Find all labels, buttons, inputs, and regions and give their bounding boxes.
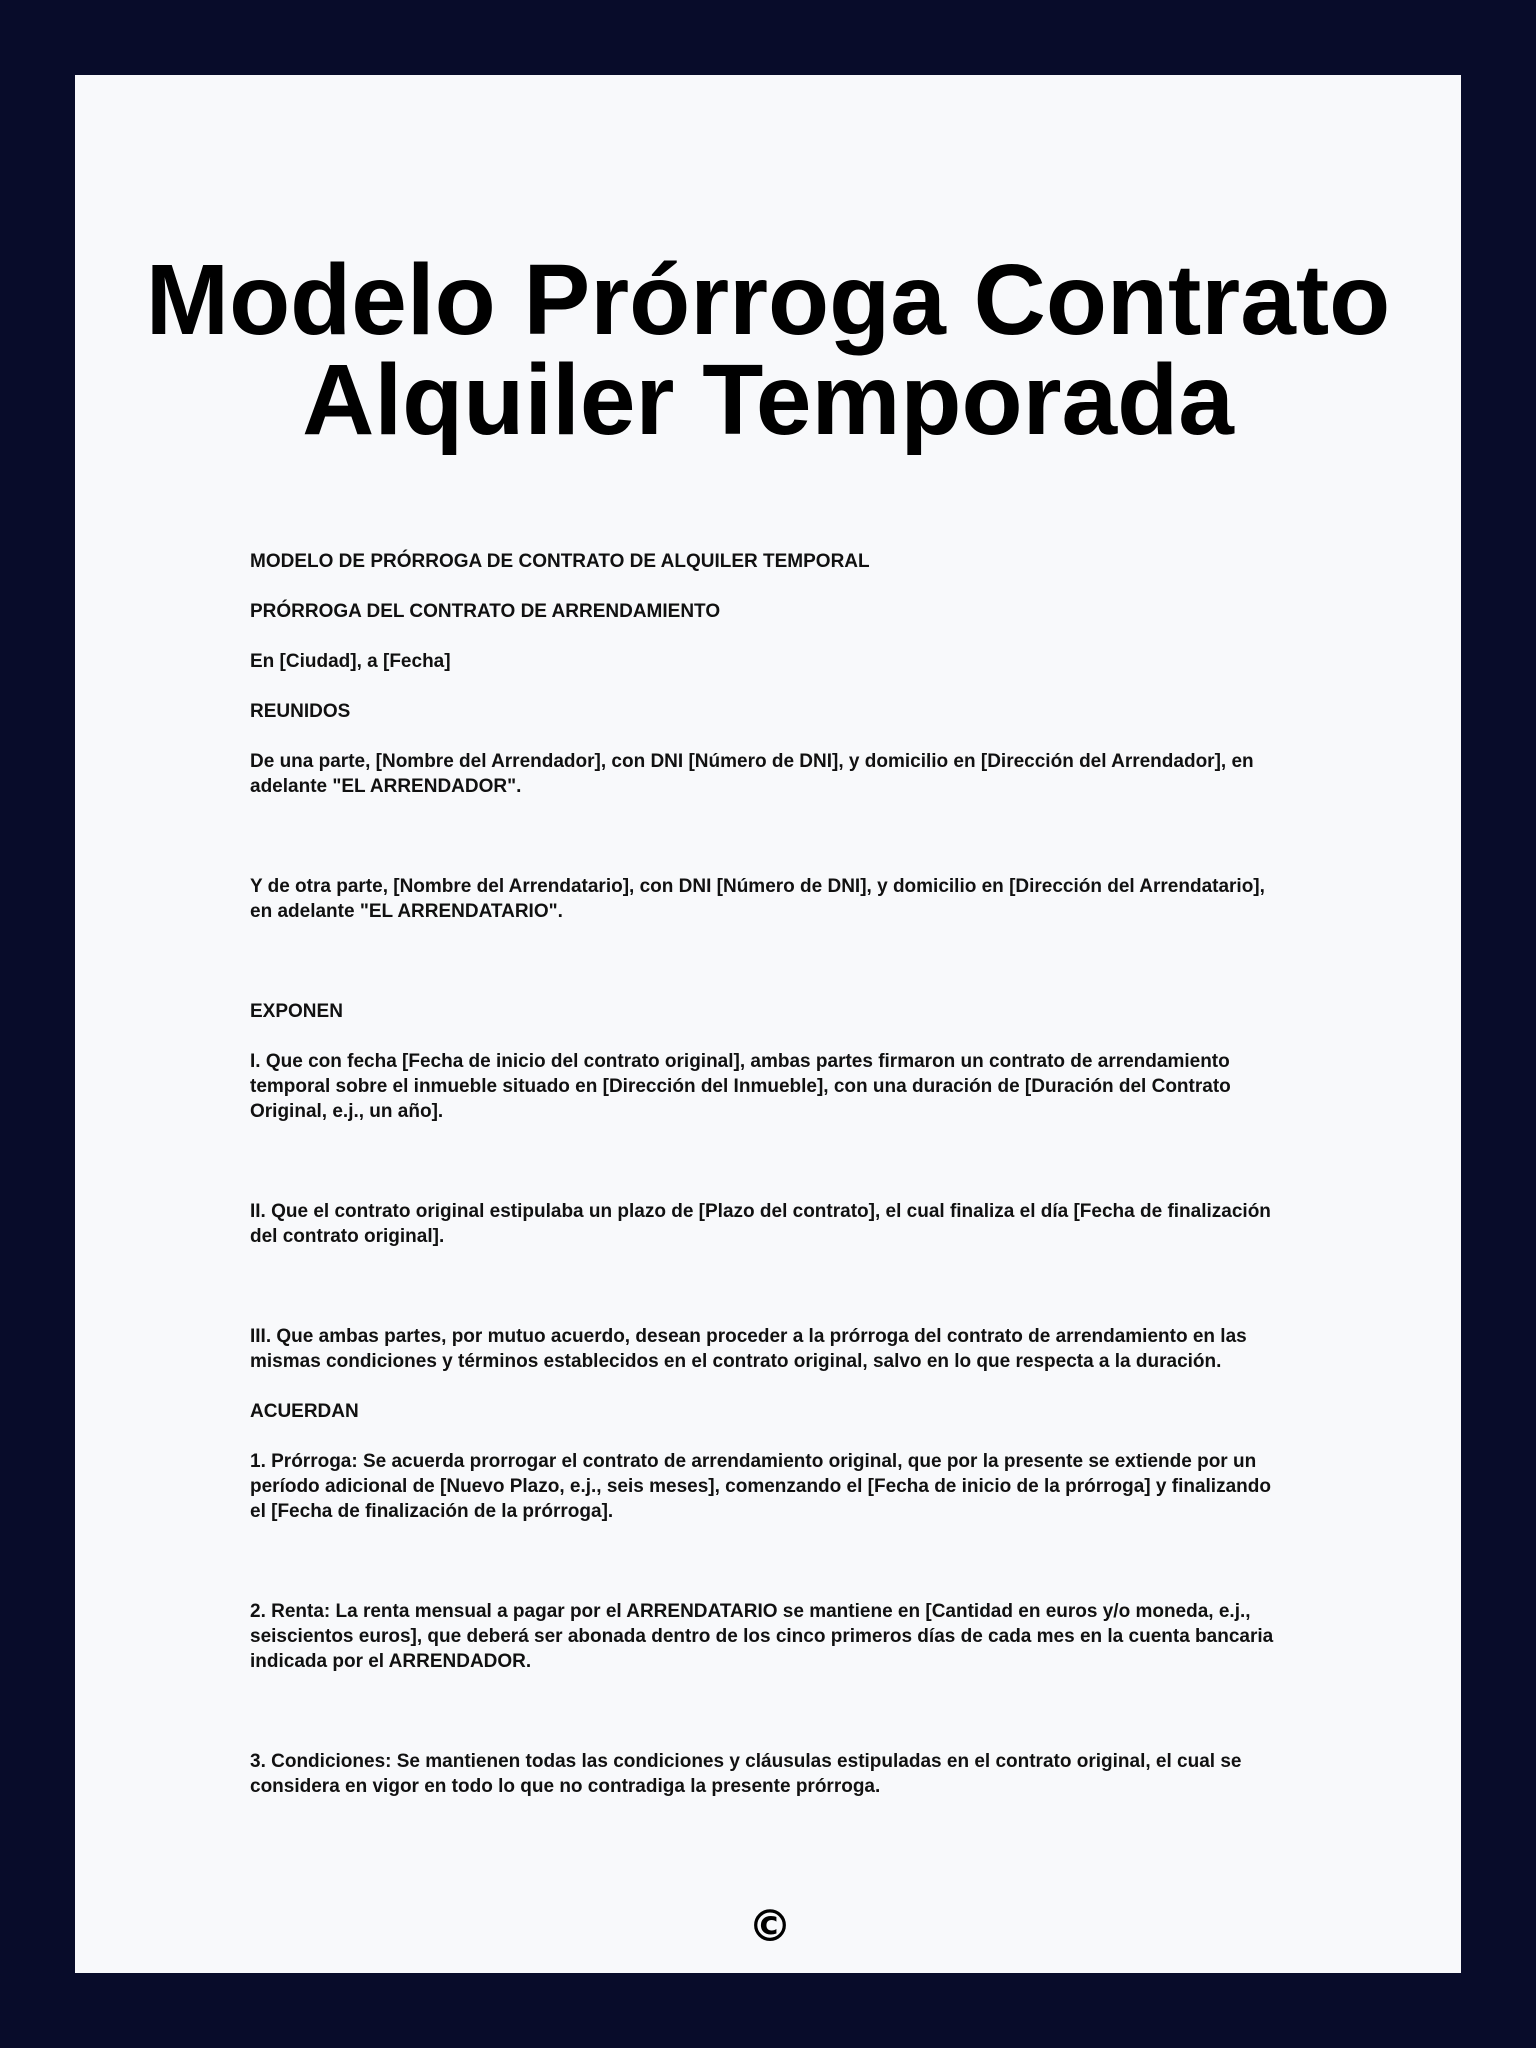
party-landlord: De una parte, [Nombre del Arrendador], con DNI [Número de DNI], y domicilio en [Dirección del Arrendador], en adelante "EL ARRENDADOR".: [250, 751, 1254, 797]
exponen-item-1: I. Que con fecha [Fecha de inicio del contrato original], ambas partes firmaron un contrato de arrendamiento temporal sobre el inmueble situado en [Dirección del Inmueble], con una duración de [Duración del Contrato Original, e.j., un año].: [250, 1051, 1231, 1122]
title-line-2: Alquiler Temporada: [302, 344, 1234, 456]
acuerdan-item-1: 1. Prórroga: Se acuerda prorrogar el contrato de arrendamiento original, que por la presente se extiende por un período adicional de [Nuevo Plazo, e.j., seis meses], comenzando el [Fecha de inicio de la prórroga] y finalizando el [Fecha de finalización de la prórroga].: [250, 1451, 1271, 1522]
title-line-1: Modelo Prórroga Contrato: [145, 244, 1391, 356]
document-subheading: PRÓRROGA DEL CONTRATO DE ARRENDAMIENTO: [250, 601, 721, 622]
party-tenant: Y de otra parte, [Nombre del Arrendatario], con DNI [Número de DNI], y domicilio en [Dirección del Arrendatario], en adelante "EL ARRENDATARIO".: [250, 876, 1265, 922]
document-body: [250, 549, 1285, 1799]
place-date: En [Ciudad], a [Fecha]: [250, 651, 451, 672]
acuerdan-item-2: 2. Renta: La renta mensual a pagar por el ARRENDATARIO se mantiene en [Cantidad en euros y/o moneda, e.j., seiscientos euros], que deberá ser abonada dentro de los cinco primeros días de cada mes en la cuenta bancaria indicada por el ARRENDADOR.: [250, 1601, 1274, 1672]
copyright-icon: ©: [748, 1901, 792, 1952]
section-label-exponen: EXPONEN: [250, 1001, 343, 1022]
exponen-item-3: III. Que ambas partes, por mutuo acuerdo, desean proceder a la prórroga del contrato de arrendamiento en las mismas condiciones y términos establecidos en el contrato original, salvo en lo que respecta a la duración.: [250, 1326, 1247, 1372]
page-title: [0, 244, 1536, 456]
exponen-item-2: II. Que el contrato original estipulaba un plazo de [Plazo del contrato], el cual finaliza el día [Fecha de finalización del contrato original].: [250, 1201, 1271, 1247]
section-label-reunidos: REUNIDOS: [250, 701, 351, 722]
section-label-acuerdan: ACUERDAN: [250, 1401, 359, 1422]
document-heading: MODELO DE PRÓRROGA DE CONTRATO DE ALQUILER TEMPORAL: [250, 551, 870, 572]
acuerdan-item-3: 3. Condiciones: Se mantienen todas las condiciones y cláusulas estipuladas en el contrato original, el cual se considera en vigor en todo lo que no contradiga la presente prórroga.: [250, 1751, 1242, 1797]
